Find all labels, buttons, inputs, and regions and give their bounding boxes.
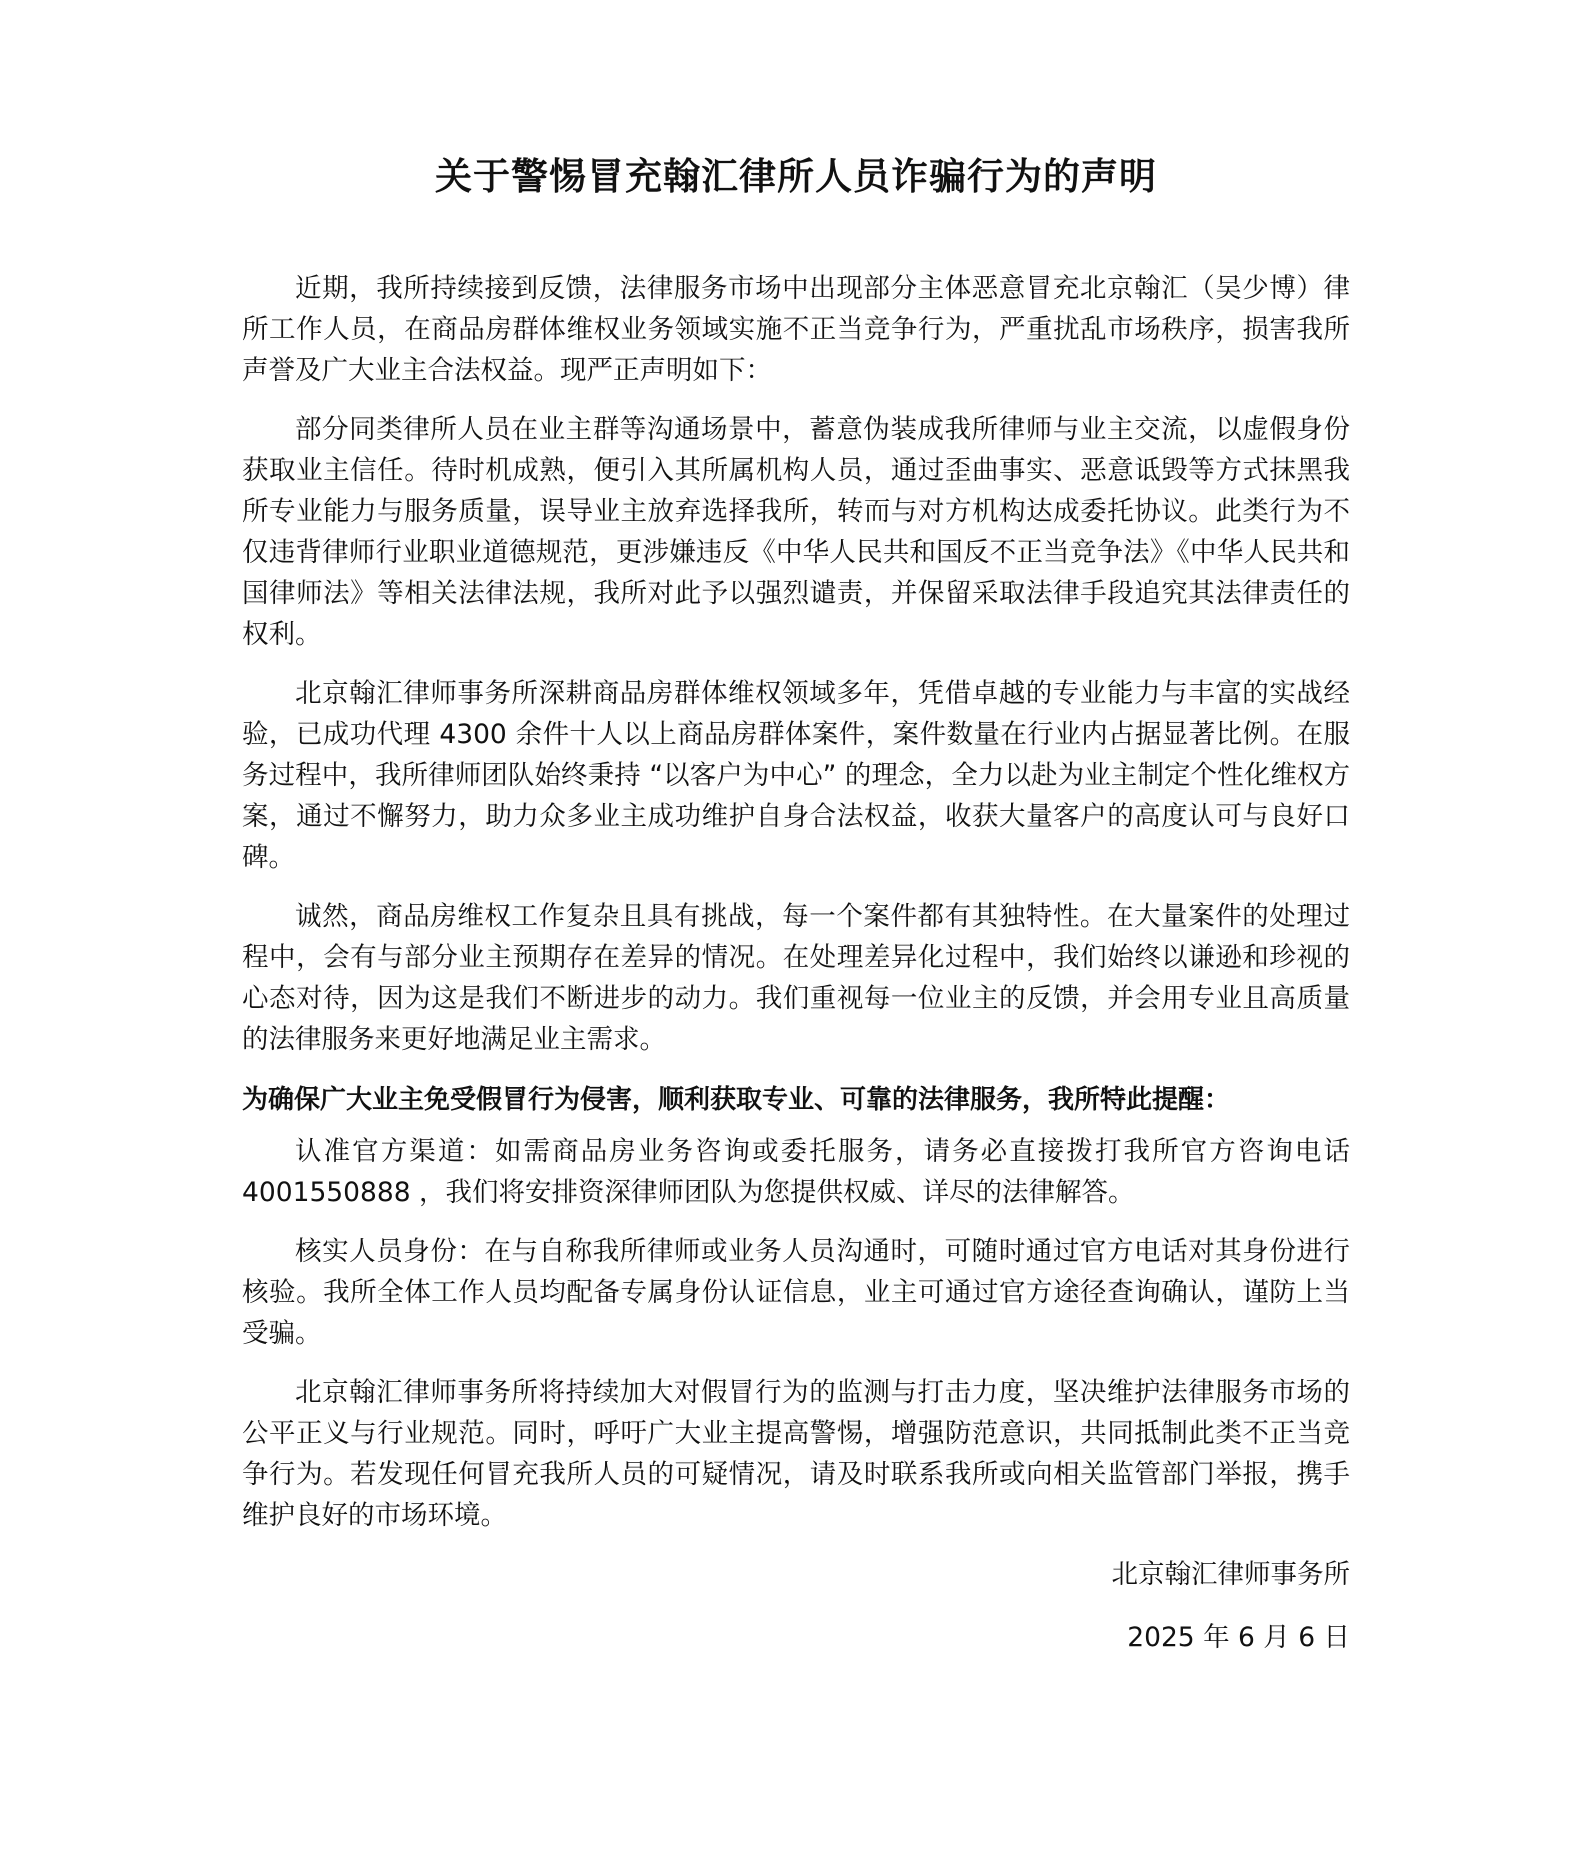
paragraph-feedback: 诚然，商品房维权工作复杂且具有挑战，每一个案件都有其独特性。在大量案件的处理过程中，会有与部分业主预期存在差异的情况。在处理差异化过程中，我们始终以谦逊和珍视的心态对待，因为这是我们不断进步的动力。我们重视每一位业主的反馈，并会用专业且高质量的法律服务来更好地满足业主需求。: [242, 901, 1350, 1055]
signature-date: 2025 年 6 月 6 日: [1127, 1622, 1350, 1653]
paragraph-intro: 近期，我所持续接到反馈，法律服务市场中出现部分主体恶意冒充北京翰汇（吴少博）律所工作人员，在商品房群体维权业务领域实施不正当竞争行为，严重扰乱市场秩序，损害我所声誉及广大业主合法权益。现严正声明如下：: [242, 273, 1350, 386]
signature-organization: 北京翰汇律师事务所: [1111, 1559, 1350, 1590]
reminder-heading: 为确保广大业主免受假冒行为侵害，顺利获取专业、可靠的法律服务，我所特此提醒：: [242, 1085, 1231, 1115]
paragraph-closing: 北京翰汇律师事务所将持续加大对假冒行为的监测与打击力度，坚决维护法律服务市场的公平正义与行业规范。同时，呼吁广大业主提高警惕，增强防范意识，共同抵制此类不正当竞争行为。若发现任何冒充我所人员的可疑情况，请及时联系我所或向相关监管部门举报，携手维护良好的市场环境。: [242, 1377, 1350, 1531]
document-title: 关于警惕冒充翰汇律所人员诈骗行为的声明: [435, 154, 1157, 198]
paragraph-impersonation: 部分同类律所人员在业主群等沟通场景中，蓄意伪装成我所律师与业主交流，以虚假身份获取业主信任。待时机成熟，便引入其所属机构人员，通过歪曲事实、恶意诋毁等方式抹黑我所专业能力与服务质量，误导业主放弃选择我所，转而与对方机构达成委托协议。此类行为不仅违背律师行业职业道德规范，更涉嫌违反《中华人民共和国反不正当竞争法》《中华人民共和国律师法》等相关法律法规，我所对此予以强烈谴责，并保留采取法律手段追究其法律责任的权利。: [242, 414, 1350, 650]
reminder-official-channel: 认准官方渠道：如需商品房业务咨询或委托服务，请务必直接拨打我所官方咨询电话 4001550888 ，我们将安排资深律师团队为您提供权威、详尽的法律解答。: [242, 1136, 1350, 1208]
statement-document: [242, 148, 1350, 1658]
paragraph-firm-profile: 北京翰汇律师事务所深耕商品房群体维权领域多年，凭借卓越的专业能力与丰富的实战经验，已成功代理 4300 余件十人以上商品房群体案件，案件数量在行业内占据显著比例。在服务过程中，我所律师团队始终秉持 “以客户为中心” 的理念，全力以赴为业主制定个性化维权方案，通过不懈努力，助力众多业主成功维护自身合法权益，收获大量客户的高度认可与良好口碑。: [242, 678, 1350, 873]
reminder-verify-identity: 核实人员身份：在与自称我所律师或业务人员沟通时，可随时通过官方电话对其身份进行核验。我所全体工作人员均配备专属身份认证信息，业主可通过官方途径查询确认，谨防上当受骗。: [242, 1236, 1350, 1349]
